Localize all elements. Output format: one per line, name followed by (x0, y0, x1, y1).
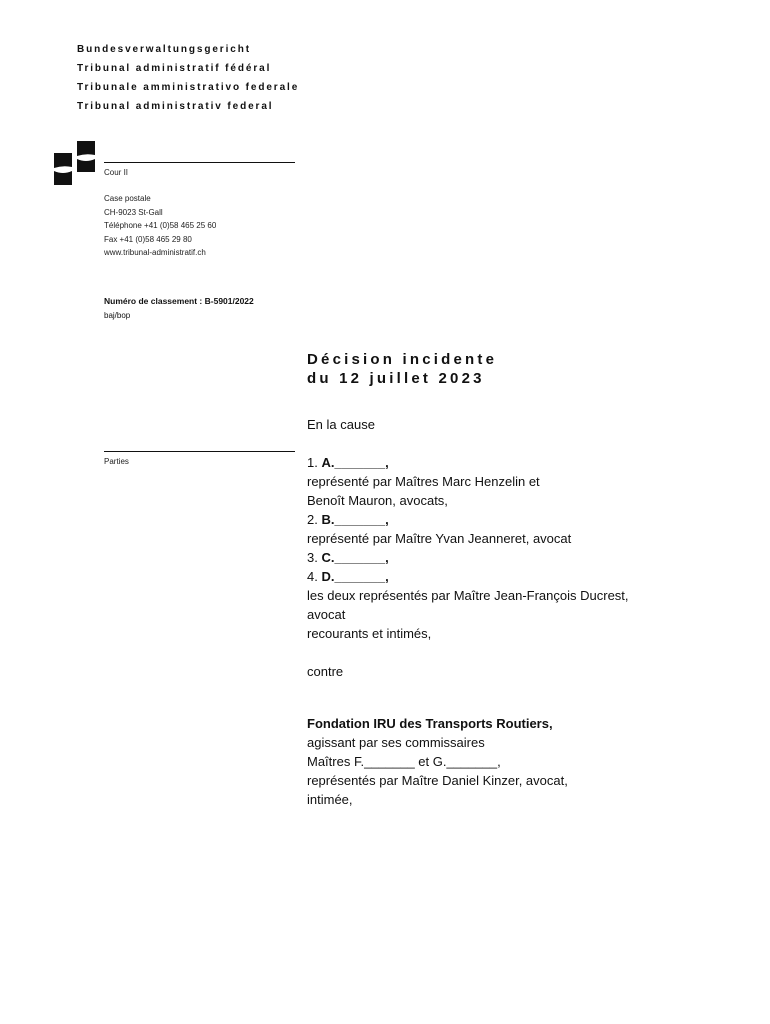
contact-block (104, 192, 216, 260)
cause-intro-text: En la cause (307, 417, 375, 432)
court-names-header (77, 40, 299, 116)
party-4-name: D._______, (321, 569, 389, 584)
contact-fax: Fax +41 (0)58 465 29 80 (104, 234, 192, 244)
party-4-number: 4. (307, 569, 322, 584)
decision-title (307, 350, 497, 388)
respondent-role: intimée, (307, 792, 353, 807)
parties-block (307, 453, 629, 643)
respondent-line2: Maîtres F._______ et G._______, (307, 754, 501, 769)
party-3 (307, 548, 629, 567)
court-name-rm: Tribunal administrativ federal (77, 101, 274, 112)
division-text: Cour II (104, 168, 129, 177)
party-1-rep-line2: Benoît Mauron, avocats, (307, 493, 448, 508)
respondent-block (307, 714, 568, 809)
contact-postbox: Case postale (104, 194, 151, 203)
contact-phone: Téléphone +41 (0)58 465 25 60 (104, 221, 217, 230)
party-2-rep: représenté par Maître Yvan Jeanneret, avocat (307, 531, 572, 546)
party-2 (307, 510, 629, 529)
contact-address: CH-9023 St-Gall (104, 207, 163, 217)
party-4 (307, 567, 629, 586)
party-3-number: 3. (307, 550, 322, 565)
party-34-rep-line1: les deux représentés par Maître Jean-François Ducrest, (307, 588, 629, 603)
decision-title-line2: du 12 juillet 2023 (307, 370, 485, 387)
respondent-name: Fondation IRU des Transports Routiers, (307, 716, 553, 731)
cause-intro (307, 415, 375, 434)
party-2-number: 2. (307, 512, 322, 527)
party-34-rep-line2: avocat (307, 607, 346, 622)
party-1-name: A._______, (321, 455, 389, 470)
respondent-line3: représentés par Maître Daniel Kinzer, avocat, (307, 773, 568, 788)
respondent-line1: agissant par ses commissaires (307, 735, 485, 750)
reference-code: baj/bop (104, 311, 131, 320)
appellants-role: recourants et intimés, (307, 626, 432, 641)
header-rule (104, 162, 295, 163)
party-3-name: C._______, (321, 550, 389, 565)
court-name-it: Tribunale amministrativo federale (77, 82, 300, 93)
court-name-de: Bundesverwaltungsgericht (77, 44, 251, 55)
party-2-name: B._______, (321, 512, 389, 527)
division-label (104, 166, 128, 180)
reference-number: Numéro de classement : B-5901/2022 (104, 296, 254, 306)
contact-website: www.tribunal-administratif.ch (104, 248, 206, 257)
party-1-number: 1. (307, 455, 322, 470)
court-logo-icon (54, 141, 96, 185)
parties-label (104, 455, 129, 469)
court-name-fr: Tribunal administratif fédéral (77, 63, 272, 74)
decision-title-line1: Décision incidente (307, 351, 498, 368)
party-1 (307, 453, 629, 472)
parties-label-text: Parties (104, 457, 129, 466)
parties-rule (104, 451, 295, 452)
versus-label (307, 662, 343, 681)
versus-text: contre (307, 664, 344, 679)
party-1-rep-line1: représenté par Maîtres Marc Henzelin et (307, 474, 540, 489)
